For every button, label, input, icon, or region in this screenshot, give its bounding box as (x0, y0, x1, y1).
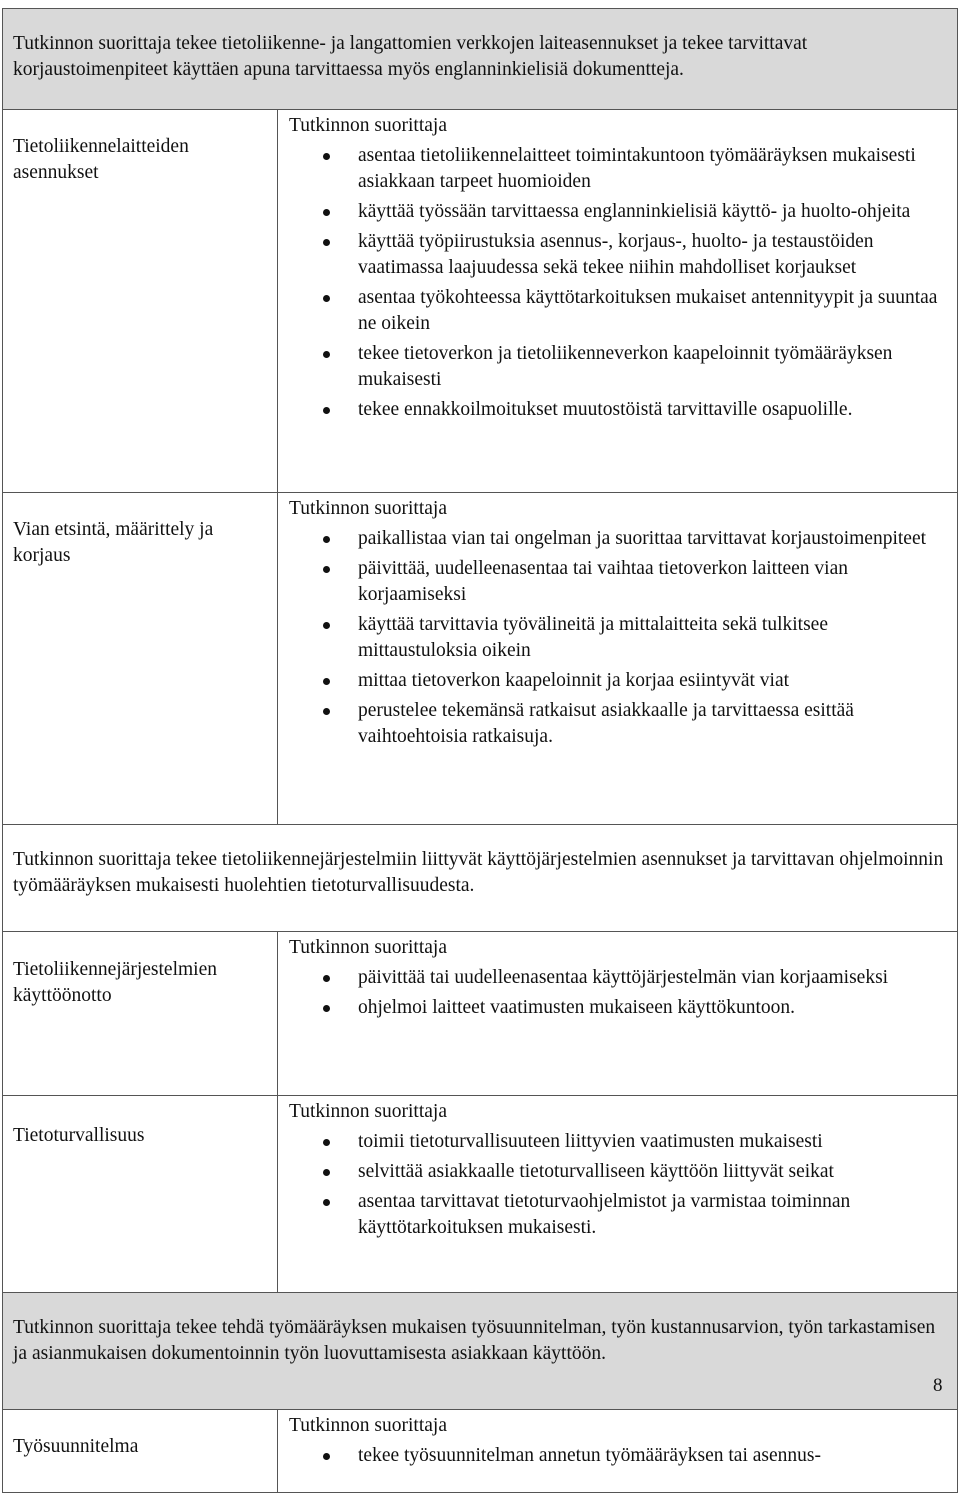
list-item: asentaa tarvittavat tietoturvaohjelmistot ja varmistaa toiminnan käyttötarkoituksen mukaisesti. (289, 1189, 947, 1241)
competence-label: Tietoliikennejärjestelmien käyttöönotto (3, 932, 278, 1096)
list-item: asentaa työkohteessa käyttötarkoituksen mukaiset antennityypit ja suuntaa ne oikein (289, 285, 947, 337)
competence-table (2, 8, 958, 1493)
list-item: selvittää asiakkaalle tietoturvalliseen käyttöön liittyvät seikat (289, 1159, 947, 1185)
competence-content (278, 1410, 958, 1493)
list-item: päivittää, uudelleenasentaa tai vaihtaa tietoverkon laitteen vian korjaamiseksi (289, 556, 947, 608)
list-item: perustelee tekemänsä ratkaisut asiakkaalle ja tarvittaessa esittää vaihtoehtoisia ratkaisuja. (289, 698, 947, 750)
competence-row (3, 1410, 958, 1493)
criteria-list (289, 1443, 947, 1469)
section-header: Tutkinnon suorittaja tekee tietoliikennejärjestelmiin liittyvät käyttöjärjestelmien asennukset ja tarvittavan ohjelmoinnin työmääräyksen mukaisesti huolehtien tietoturvallisuudesta. (3, 825, 958, 932)
lead-text: Tutkinnon suorittaja (289, 498, 447, 519)
section-header-row (3, 1293, 958, 1410)
section-header-row (3, 825, 958, 932)
lead-text: Tutkinnon suorittaja (289, 1101, 447, 1122)
lead-text: Tutkinnon suorittaja (289, 1415, 447, 1436)
competence-label: Tietoturvallisuus (3, 1096, 278, 1293)
competence-content (278, 493, 958, 825)
list-item: tekee työsuunnitelman annetun työmääräyksen tai asennus- (289, 1443, 947, 1469)
section-header-row (3, 9, 958, 110)
list-item: asentaa tietoliikennelaitteet toimintakuntoon työmääräyksen mukaisesti asiakkaan tarpeet huomioiden (289, 143, 947, 195)
competence-content (278, 1096, 958, 1293)
list-item: ohjelmoi laitteet vaatimusten mukaiseen käyttökuntoon. (289, 995, 947, 1021)
list-item: käyttää työssään tarvittaessa englanninkielisiä käyttö- ja huolto-ohjeita (289, 199, 947, 225)
criteria-list (289, 965, 947, 1021)
competence-label: Työsuunnitelma (3, 1410, 278, 1493)
competence-row (3, 110, 958, 493)
competence-label: Vian etsintä, määrittely ja korjaus (3, 493, 278, 825)
list-item: tekee ennakkoilmoitukset muutostöistä tarvittaville osapuolille. (289, 397, 947, 423)
list-item: toimii tietoturvallisuuteen liittyvien vaatimusten mukaisesti (289, 1129, 947, 1155)
competence-content (278, 110, 958, 493)
competence-row (3, 1096, 958, 1293)
page-number: 8 (933, 1375, 943, 1396)
lead-text: Tutkinnon suorittaja (289, 115, 447, 136)
list-item: mittaa tietoverkon kaapeloinnit ja korjaa esiintyvät viat (289, 668, 947, 694)
lead-text: Tutkinnon suorittaja (289, 937, 447, 958)
criteria-list (289, 1129, 947, 1241)
competence-row (3, 932, 958, 1096)
competence-content (278, 932, 958, 1096)
competence-label: Tietoliikennelaitteiden asennukset (3, 110, 278, 493)
section-header: Tutkinnon suorittaja tekee tehdä työmääräyksen mukaisen työsuunnitelman, työn kustannusarvion, työn tarkastamisen ja asianmukaisen dokumentoinnin työn luovuttamisesta asiakkaan käyttöön. (3, 1293, 958, 1410)
list-item: tekee tietoverkon ja tietoliikenneverkon kaapeloinnit työmääräyksen mukaisesti (289, 341, 947, 393)
list-item: päivittää tai uudelleenasentaa käyttöjärjestelmän vian korjaamiseksi (289, 965, 947, 991)
criteria-list (289, 143, 947, 423)
competence-row (3, 493, 958, 825)
list-item: käyttää työpiirustuksia asennus-, korjaus-, huolto- ja testaustöiden vaatimassa laajuudessa sekä tekee niihin mahdolliset korjaukset (289, 229, 947, 281)
criteria-list (289, 526, 947, 750)
list-item: käyttää tarvittavia työvälineitä ja mittalaitteita sekä tulkitsee mittaustuloksia oikein (289, 612, 947, 664)
section-header: Tutkinnon suorittaja tekee tietoliikenne- ja langattomien verkkojen laiteasennukset ja tekee tarvittavat korjaustoimenpiteet käyttäen apuna tarvittaessa myös englanninkielisiä dokumentteja. (3, 9, 958, 110)
list-item: paikallistaa vian tai ongelman ja suorittaa tarvittavat korjaustoimenpiteet (289, 526, 947, 552)
